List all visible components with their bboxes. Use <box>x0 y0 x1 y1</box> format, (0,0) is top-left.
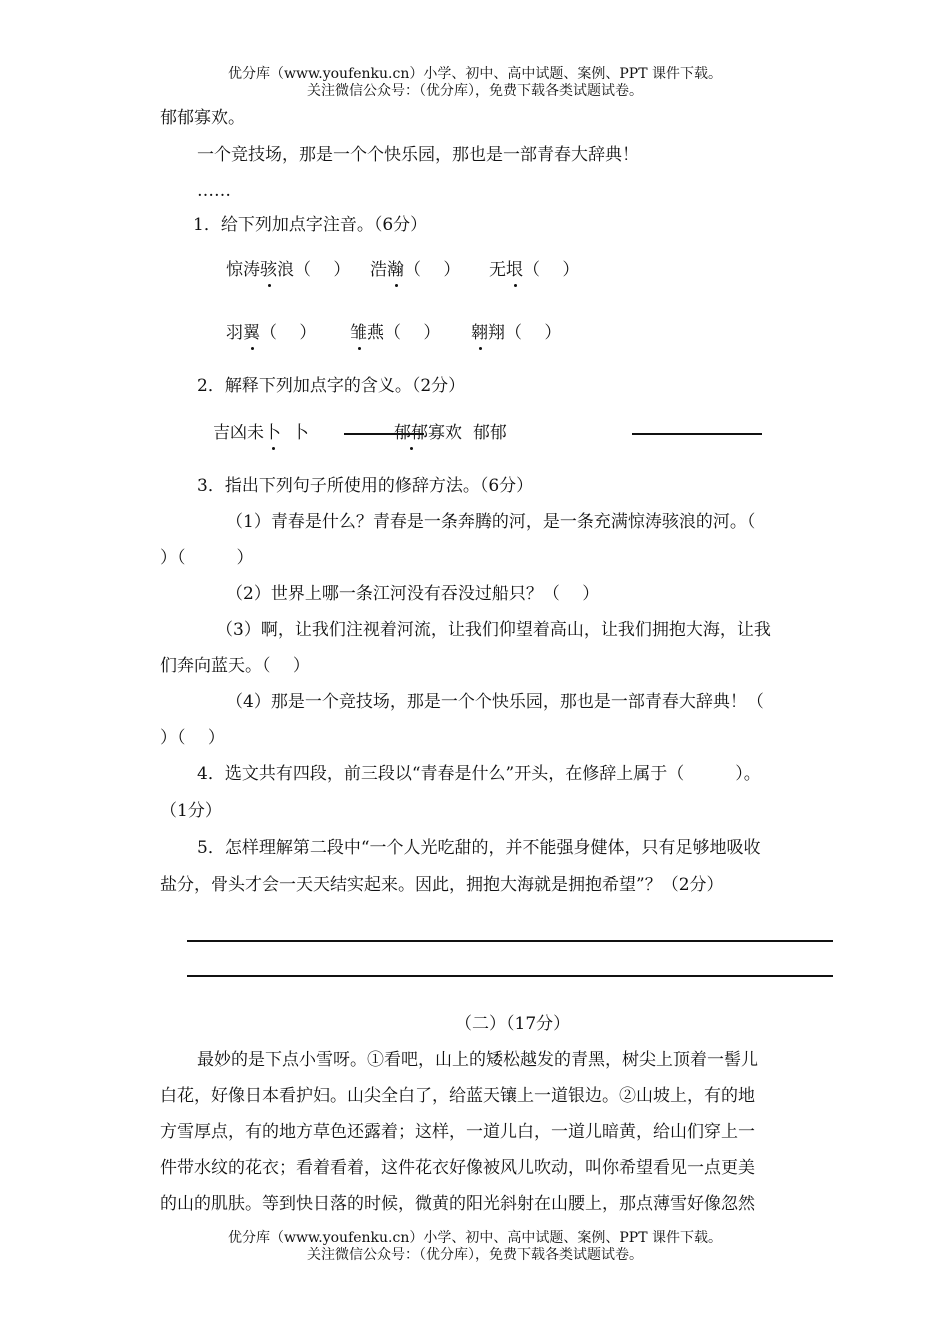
q2-word-2: 郁郁寡欢 郁郁 <box>394 423 507 443</box>
page-footer <box>0 1230 950 1264</box>
q5-prompt: 5．怎样理解第二段中“一个人光吃甜的，并不能强身健体，只有足够地吸收 <box>197 838 761 858</box>
q5-prompt-cont: 盐分，骨头才会一天天结实起来。因此，拥抱大海就是拥抱希望”？（2分） <box>160 875 724 895</box>
q1-item: 雏燕（ ） <box>350 323 441 343</box>
q3-sentence-1-blanks: ）（ ） <box>160 548 254 568</box>
section-2-line: 最妙的是下点小雪呀。①看吧，山上的矮松越发的青黑，树尖上顶着一髻儿 <box>197 1050 758 1070</box>
section-2-title: （二）（17分） <box>455 1014 571 1034</box>
emphasis-char: 卜 <box>264 423 281 443</box>
emphasis-char: 翱 <box>471 323 488 343</box>
q3-sentence-4-blanks: ）（ ） <box>160 728 225 748</box>
page-header <box>0 66 950 100</box>
q3-sentence-4: （4）那是一个竞技场，那是一个个快乐园，那也是一部青春大辞典！（ <box>226 692 764 712</box>
q3-sentence-3: （3）啊，让我们注视着河流，让我们仰望着高山，让我们拥抱大海，让我 <box>216 620 771 640</box>
emphasis-char: 骇 <box>260 260 277 280</box>
emphasis-char: 翼 <box>243 323 260 343</box>
footer-line-1: 优分库（www.youfenku.cn）小学、初中、高中试题、案例、PPT 课件下载。 <box>227 1230 722 1246</box>
q1-prompt: 1．给下列加点字注音。（6分） <box>193 215 428 235</box>
q3-sentence-1: （1）青春是什么？青春是一条奔腾的河，是一条充满惊涛骇浪的河。（ <box>226 512 756 532</box>
footer-line-2: 关注微信公众号：（优分库），免费下载各类试题试卷。 <box>307 1247 643 1263</box>
q2-word-1: 吉凶未卜 卜 <box>213 423 309 443</box>
answer-line <box>632 433 762 435</box>
header-line-2: 关注微信公众号：（优分库），免费下载各类试题试卷。 <box>307 83 643 99</box>
passage-continuation: 郁郁寡欢。 <box>160 108 245 128</box>
section-2-line: 白花，好像日本看护妇。山尖全白了，给蓝天镶上一道银边。②山坡上，有的地 <box>160 1086 755 1106</box>
section-2-line: 方雪厚点，有的地方草色还露着；这样，一道儿白，一道儿暗黄，给山们穿上一 <box>160 1122 755 1142</box>
header-line-1: 优分库（www.youfenku.cn）小学、初中、高中试题、案例、PPT 课件下载。 <box>227 66 722 82</box>
passage-ellipsis: …… <box>197 181 231 201</box>
q1-item: 翱翔（ ） <box>471 323 562 343</box>
answer-line <box>187 940 833 942</box>
q1-item: 浩瀚（ ） <box>370 260 461 280</box>
q2-prompt: 2．解释下列加点字的含义。（2分） <box>197 376 466 396</box>
section-2-line: 件带水纹的花衣；看着看着，这件花衣好像被风儿吹动，叫你希望看见一点更美 <box>160 1158 755 1178</box>
q3-prompt: 3．指出下列句子所使用的修辞方法。（6分） <box>197 476 534 496</box>
q3-sentence-2: （2）世界上哪一条江河没有吞没过船只？（ ） <box>226 584 600 604</box>
q4-prompt: 4．选文共有四段，前三段以“青春是什么”开头，在修辞上属于（ ）。 <box>197 764 761 784</box>
section-2-line: 的山的肌肤。等到快日落的时候，微黄的阳光斜射在山腰上，那点薄雪好像忽然 <box>160 1194 755 1214</box>
q4-score: （1分） <box>160 801 222 821</box>
emphasis-char: 郁郁 <box>394 423 428 443</box>
q1-item: 无垠（ ） <box>489 260 580 280</box>
q1-item: 羽翼（ ） <box>226 323 317 343</box>
q1-item: 惊涛骇浪（ ） <box>226 260 351 280</box>
q3-sentence-3-cont: 们奔向蓝天。（ ） <box>160 656 310 676</box>
emphasis-char: 雏 <box>350 323 367 343</box>
passage-last-line: 一个竞技场，那是一个个快乐园，那也是一部青春大辞典！ <box>197 145 639 165</box>
answer-line <box>187 975 833 977</box>
emphasis-char: 瀚 <box>387 260 404 280</box>
emphasis-char: 垠 <box>506 260 523 280</box>
